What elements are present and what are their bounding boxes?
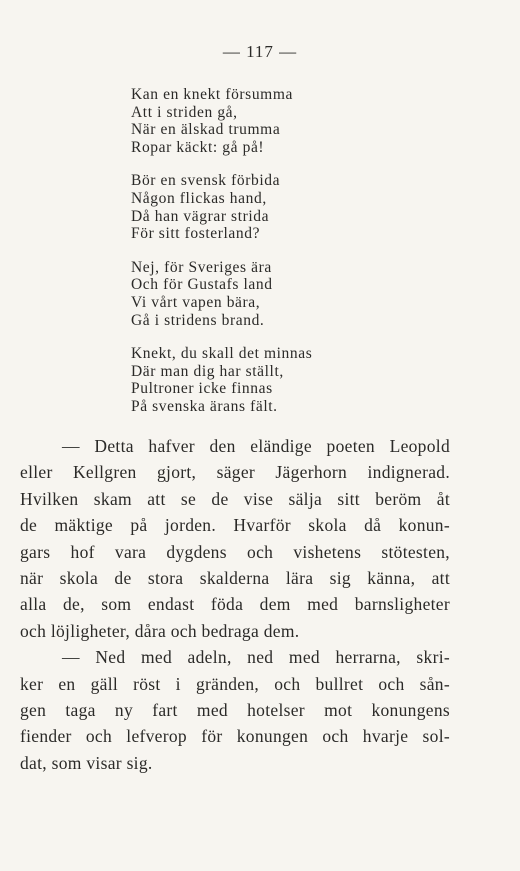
poem-line: Kan en knekt försumma — [131, 86, 293, 103]
poem-line: Ropar käckt: gå på! — [131, 138, 265, 156]
poem-stanza — [131, 86, 312, 156]
prose-line: — Ned med adeln, ned med herrarna, skri- — [62, 647, 450, 668]
prose-line: alla de, som endast föda dem med barnsligheter — [20, 594, 450, 615]
page-number: — 117 — — [222, 42, 298, 61]
poem-line: På svenska ärans fält. — [131, 397, 278, 415]
prose-line: gen taga ny fart med hotelser mot konungens — [20, 700, 450, 721]
prose-line: Hvilken skam att se de vise sälja sitt beröm åt — [20, 488, 450, 509]
prose-line: och löjligheter, dåra och bedraga dem. — [20, 620, 300, 641]
poem-line: Vi vårt vapen bära, — [131, 293, 261, 311]
poem-line: Någon flickas hand, — [131, 189, 267, 207]
prose-line: ker en gäll röst i gränden, och bullret och sån- — [20, 673, 450, 694]
prose-line: — Detta hafver den eländige poeten Leopold — [62, 436, 450, 456]
poem-stanza — [131, 172, 312, 242]
paragraph — [20, 644, 450, 776]
poem-stanza — [131, 259, 312, 329]
poem-line: Att i striden gå, — [131, 103, 238, 121]
prose-line: dat, som visar sig. — [20, 752, 153, 773]
poem-line: När en älskad trumma — [131, 121, 281, 139]
poem-line: Då han vägrar strida — [131, 207, 270, 225]
prose-body — [20, 433, 450, 776]
prose-line: gars hof vara dygdens och vishetens stötesten, — [20, 541, 450, 562]
prose-line: när skola de stora skalderna lära sig känna, att — [20, 568, 450, 589]
poem-line: Knekt, du skall det minnas — [131, 345, 313, 363]
prose-line: fiender och lefverop för konungen och hvarje sol- — [20, 726, 450, 747]
paragraph — [20, 433, 450, 644]
prose-line: eller Kellgren gjort, säger Jägerhorn indignerad. — [20, 462, 450, 483]
poem-line: Bör en svensk förbida — [131, 172, 281, 190]
prose-line: de mäktige på jorden. Hvarför skola då konun- — [20, 515, 450, 536]
poem-line: Och för Gustafs land — [131, 276, 273, 294]
poem-line: Där man dig har ställt, — [131, 362, 284, 380]
poem-line: Gå i stridens brand. — [131, 311, 265, 329]
poem-stanza — [131, 345, 312, 415]
poem-line: Nej, för Sveriges ära — [131, 258, 272, 276]
poem — [131, 86, 312, 432]
poem-line: För sitt fosterland? — [131, 225, 261, 243]
poem-line: Pultroner icke finnas — [131, 380, 273, 398]
